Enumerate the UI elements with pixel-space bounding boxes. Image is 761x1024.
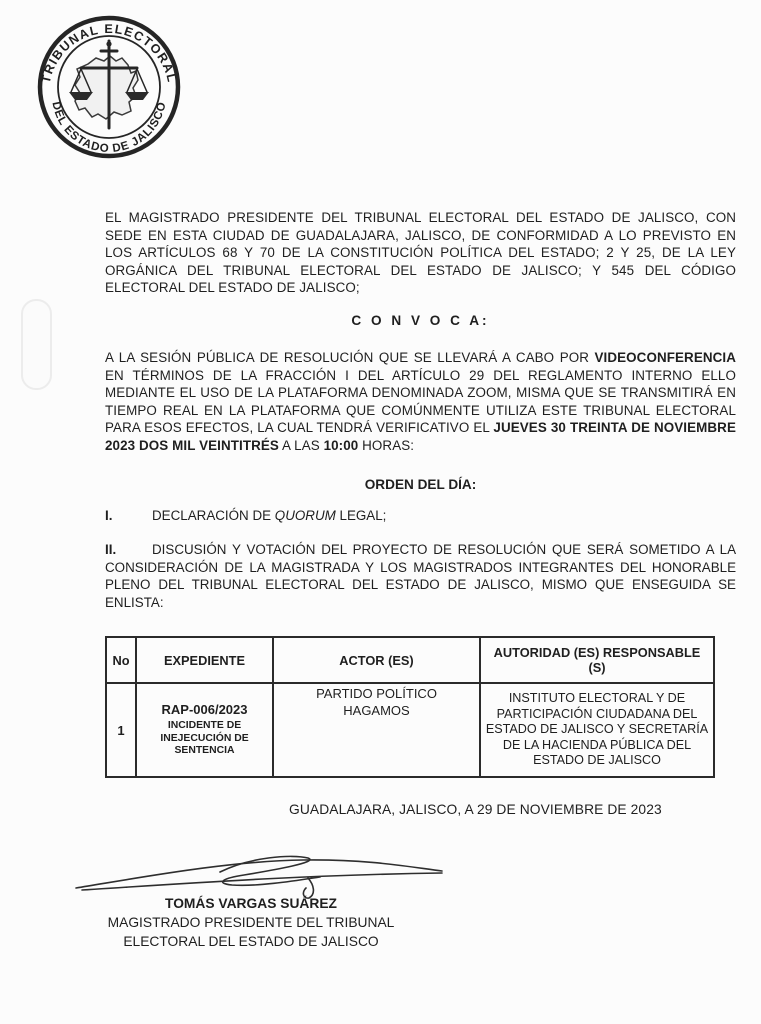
case-number: 1 bbox=[106, 683, 136, 777]
table-row bbox=[106, 683, 714, 777]
case-expediente-note: INCIDENTE DE INEJECUCIÓN DE SENTENCIA bbox=[160, 719, 249, 757]
convoca-heading: C O N V O C A: bbox=[351, 313, 490, 328]
signatory-title-line-2: ELECTORAL DEL ESTADO DE JALISCO bbox=[123, 934, 379, 949]
agenda-item-2-numeral: II. bbox=[105, 542, 117, 557]
session-text-3: A LAS bbox=[278, 437, 324, 453]
session-bold-videoconferencia: VIDEOCONFERENCIA bbox=[594, 350, 736, 365]
session-text-2: EN TÉRMINOS DE LA FRACCIÓN I DEL ARTÍCULO 29 DEL REGLAMENTO INTERNO ELLO MEDIANTE EL USO DE LA PLATAFORMA DENOMINADA ZOOM, MISMA QUE SE TRANSMITIRÁ EN TIEMPO REAL EN LA PLATAFORMA QUE COMÚNMENTE UTILIZA ESTE TRIBUNAL ELECTORAL PARA ESOS EFECTOS, LA CUAL TENDRÁ VERIFICATIVO EL bbox=[105, 367, 736, 435]
agenda-item-1-quorum: QUORUM bbox=[274, 508, 336, 523]
agenda-item-1-numeral: I. bbox=[105, 508, 113, 523]
table-header-actor: ACTOR (ES) bbox=[273, 637, 480, 683]
agenda-item-2-text: DISCUSIÓN Y VOTACIÓN DEL PROYECTO DE RESOLUCIÓN QUE SERÁ SOMETIDO A LA CONSIDERACIÓN DE LA MAGISTRADA Y LOS MAGISTRADOS INTEGRANTES DEL HONORABLE PLENO DEL TRIBUNAL ELECTORAL DEL ESTADO DE JALISCO, MISMO QUE ENSEGUIDA SE ENLISTA: bbox=[105, 542, 736, 610]
table-header-no: No bbox=[106, 637, 136, 683]
table-header-autoridad: AUTORIDAD (ES) RESPONSABLE (S) bbox=[480, 637, 714, 683]
case-autoridad: INSTITUTO ELECTORAL Y DE PARTICIPACIÓN CIUDADANA DEL ESTADO DE JALISCO Y SECRETARÍA DE LA HACIENDA PÚBLICA DEL ESTADO DE JALISCO bbox=[480, 683, 714, 777]
session-text-1: A LA SESIÓN PÚBLICA DE RESOLUCIÓN QUE SE LLEVARÁ A CABO POR bbox=[105, 350, 595, 365]
agenda-item-1-text-post: LEGAL; bbox=[335, 508, 387, 523]
session-text-4: HORAS: bbox=[358, 437, 415, 453]
session-paragraph bbox=[105, 349, 736, 454]
cases-table bbox=[105, 636, 715, 778]
signatory-title-line-1: MAGISTRADO PRESIDENTE DEL TRIBUNAL bbox=[107, 915, 395, 930]
session-bold-time: 10:00 bbox=[323, 437, 359, 453]
tribunal-seal bbox=[34, 14, 184, 160]
case-expediente-id: RAP-006/2023 bbox=[161, 701, 248, 717]
seal-arc-bottom-text: DEL ESTADO DE JALISCO bbox=[49, 100, 169, 156]
dateline: GUADALAJARA, JALISCO, A 29 DE NOVIEMBRE DE 2023 bbox=[289, 802, 662, 817]
session-bold-date: JUEVES 30 TREINTA DE NOVIEMBRE 2023 DOS MIL VEINTITRÉS bbox=[105, 420, 736, 453]
scan-artifact bbox=[21, 299, 52, 390]
signatory-name: TOMÁS VARGAS SUÁREZ bbox=[165, 896, 337, 911]
agenda-item-1 bbox=[105, 507, 736, 525]
case-actor-cell bbox=[273, 683, 480, 777]
seal-arc-top-text: TRIBUNAL ELECTORAL bbox=[38, 21, 180, 85]
agenda-item-2 bbox=[105, 541, 736, 611]
signature-stroke bbox=[68, 848, 450, 902]
orden-del-dia-heading: ORDEN DEL DÍA: bbox=[364, 477, 477, 492]
intro-paragraph: EL MAGISTRADO PRESIDENTE DEL TRIBUNAL ELECTORAL DEL ESTADO DE JALISCO, CON SEDE EN ESTA CIUDAD DE GUADALAJARA, JALISCO, DE CONFORMIDAD A LO PREVISTO EN LOS ARTÍCULOS 68 Y 70 DE LA CONSTITUCIÓN POLÍTICA DEL ESTADO; 2 Y 25, DE LA LEY ORGÁNICA DEL TRIBUNAL ELECTORAL DEL ESTADO DE JALISCO; Y 545 DEL CÓDIGO ELECTORAL DEL ESTADO DE JALISCO; bbox=[105, 210, 736, 295]
agenda-item-1-text-pre: DECLARACIÓN DE bbox=[152, 508, 275, 523]
table-header-expediente: EXPEDIENTE bbox=[136, 637, 273, 683]
case-actor: PARTIDO POLÍTICO HAGAMOS bbox=[316, 686, 437, 718]
case-expediente-cell bbox=[136, 683, 273, 777]
table-header-row bbox=[106, 637, 714, 683]
